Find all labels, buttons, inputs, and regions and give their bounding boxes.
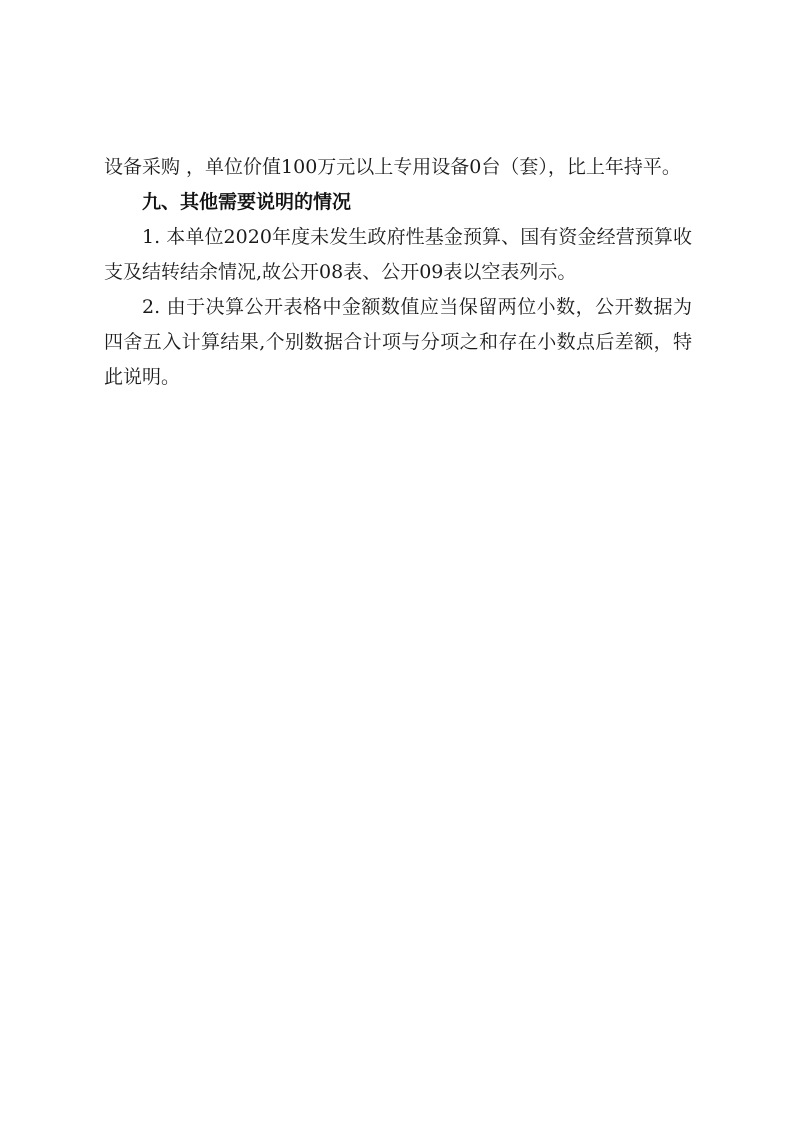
document-body [104,150,692,395]
note-item-2: 2. 由于决算公开表格中金额数值应当保留两位小数，公开数据为四舍五入计算结果,个别数据合计项与分项之和存在小数点后差额，特此说明。 [104,296,692,388]
note-item-1: 1. 本单位2020年度未发生政府性基金预算、国有资金经营预算收支及结转结余情况,故公开08表、公开09表以空表列示。 [104,226,692,283]
section-heading: 九、其他需要说明的情况 [142,191,352,213]
continuation-paragraph: 设备采购 ，单位价值100万元以上专用设备0台（套），比上年持平。 [104,156,681,178]
